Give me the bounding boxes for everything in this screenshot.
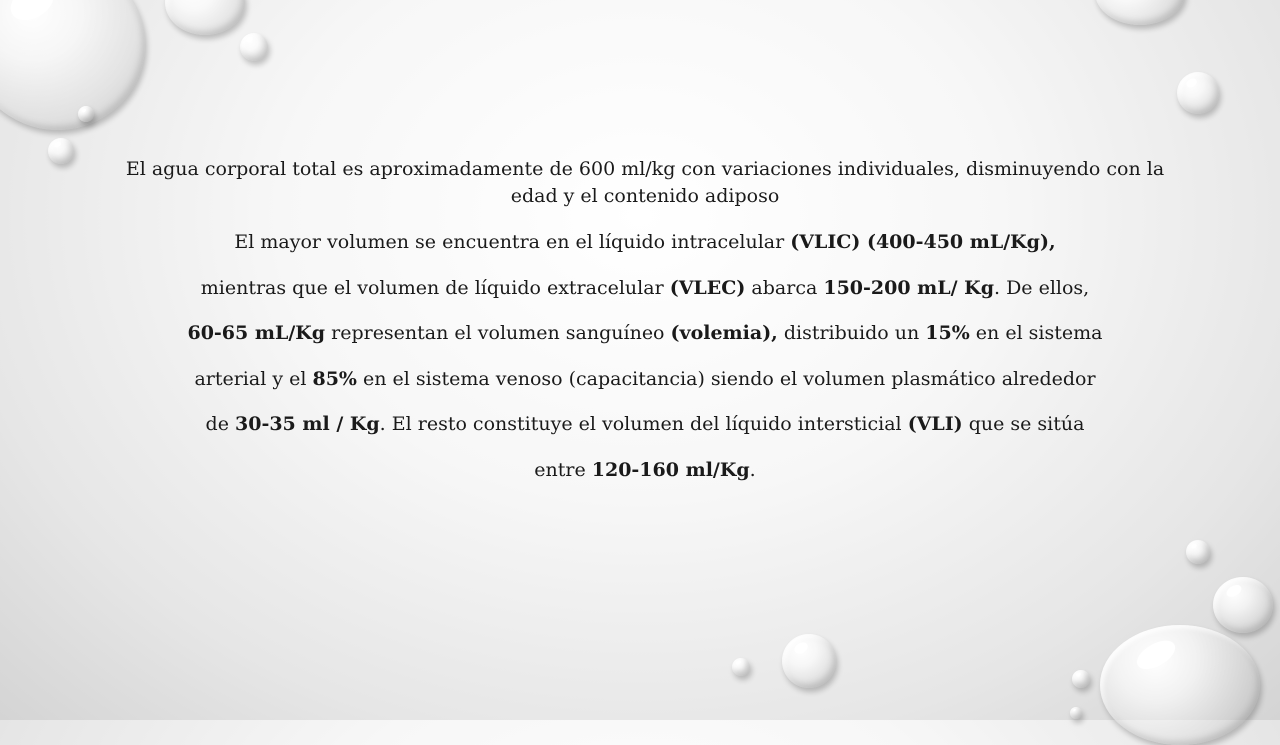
text-segment: . De ellos, [993, 276, 1090, 299]
paragraph-body-water: El agua corporal total es aproximadamente de 600 ml/kg con variaciones individuales, disminuyendo con la edad y el contenido adiposo [125, 158, 1165, 207]
water-drop-decoration [1100, 625, 1260, 745]
text-line [110, 266, 1180, 312]
bold-text-segment: 30-35 ml / Kg [235, 413, 380, 435]
text-line [110, 220, 1180, 266]
text-segment: . El resto constituye el volumen del líquido intersticial [379, 413, 908, 435]
text-segment: de [205, 413, 235, 435]
text-segment: abarca [745, 276, 824, 299]
text-segment: arterial y el [194, 367, 313, 390]
text-line [110, 357, 1180, 403]
text-segment: en el sistema venoso (capacitancia) siendo el volumen plasmático alrededor [356, 367, 1096, 390]
water-drop-decoration [48, 138, 74, 164]
bold-text-segment: 60-65 mL/Kg [187, 322, 326, 344]
text-segment: en el sistema [969, 322, 1103, 344]
text-line [110, 311, 1180, 357]
bold-text-segment: (VLI) [907, 413, 963, 435]
water-drop-decoration [1095, 0, 1185, 25]
text-segment: El mayor volumen se encuentra en el líquido intracelular [234, 231, 791, 253]
water-drop-decoration [1177, 72, 1219, 114]
bold-text-segment: (VLIC) (400-450 mL/Kg), [790, 231, 1056, 253]
bold-text-segment: 85% [312, 367, 357, 390]
bold-text-segment: 120-160 ml/Kg [591, 458, 750, 481]
water-drop-decoration [1213, 577, 1273, 633]
text-line [110, 448, 1180, 494]
water-drop-decoration [165, 0, 245, 35]
water-drop-decoration [732, 658, 750, 676]
slide-body [110, 156, 1180, 493]
water-drop-decoration [240, 33, 268, 61]
water-drop-decoration [1070, 707, 1082, 719]
water-drop-decoration [782, 634, 836, 688]
paragraph-fluid-volumes [110, 220, 1180, 493]
text-segment: distribuido un [777, 322, 926, 344]
bold-text-segment: 15% [925, 322, 970, 344]
bold-text-segment: 150-200 mL/ Kg [823, 276, 994, 299]
text-segment: mientras que el volumen de líquido extracelular [200, 276, 670, 299]
text-line [110, 402, 1180, 448]
text-segment: representan el volumen sanguíneo [325, 322, 671, 344]
water-drop-decoration [78, 106, 94, 122]
bold-text-segment: (volemia), [670, 322, 778, 344]
water-drop-decoration [1186, 540, 1210, 564]
water-drop-decoration [0, 0, 145, 130]
text-segment: que se sitúa [962, 413, 1085, 435]
bold-text-segment: (VLEC) [669, 276, 746, 299]
text-segment: . [749, 458, 756, 481]
text-segment: entre [534, 458, 592, 481]
water-drop-decoration [1072, 670, 1090, 688]
